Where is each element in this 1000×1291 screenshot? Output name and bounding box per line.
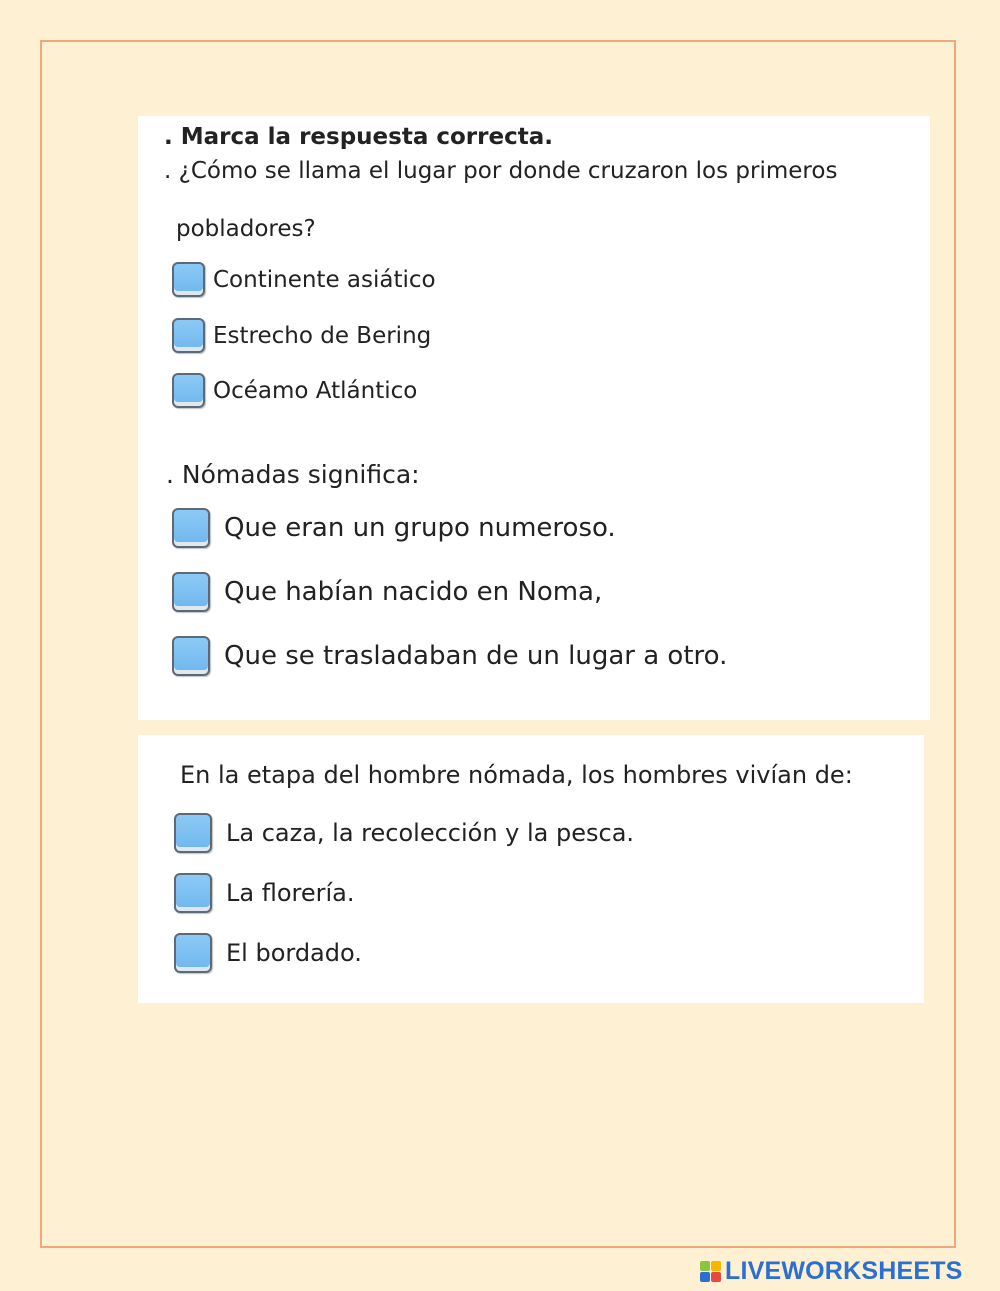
checkbox[interactable]	[174, 813, 212, 853]
question-3: En la etapa del hombre nómada, los hombres vivían de:	[180, 761, 853, 789]
option-1-2[interactable]	[172, 318, 431, 353]
question-panel-1	[138, 116, 930, 720]
option-label: Que eran un grupo numeroso.	[224, 513, 616, 543]
option-label: El bordado.	[226, 939, 362, 967]
checkbox[interactable]	[172, 373, 205, 408]
question-1-line-2: pobladores?	[176, 216, 316, 242]
option-3-2[interactable]	[174, 873, 354, 913]
question-panel-2	[138, 735, 924, 1003]
option-label: Estrecho de Bering	[213, 322, 432, 349]
checkbox[interactable]	[172, 318, 205, 353]
logo-grid-icon	[700, 1261, 721, 1282]
option-label: Continente asiático	[213, 266, 436, 293]
option-1-1[interactable]	[172, 262, 436, 297]
question-1-line-1: . ¿Cómo se llama el lugar por donde cruzaron los primeros	[164, 158, 838, 184]
option-2-3[interactable]	[172, 636, 727, 676]
brand-name: LIVEWORKSHEETS	[725, 1256, 963, 1285]
option-3-1[interactable]	[174, 813, 634, 853]
option-2-1[interactable]	[172, 508, 616, 548]
option-1-3[interactable]	[172, 373, 417, 408]
option-label: Que habían nacido en Noma,	[224, 577, 603, 607]
question-2: . Nómadas significa:	[166, 460, 420, 489]
option-label: La caza, la recolección y la pesca.	[226, 819, 635, 847]
option-label: Que se trasladaban de un lugar a otro.	[224, 641, 728, 671]
checkbox[interactable]	[172, 262, 205, 297]
liveworksheets-logo	[700, 1256, 963, 1286]
option-2-2[interactable]	[172, 572, 602, 612]
option-label: La florería.	[226, 879, 355, 907]
option-3-3[interactable]	[174, 933, 362, 973]
option-label: Océamo Atlántico	[213, 377, 418, 404]
checkbox[interactable]	[172, 572, 210, 612]
checkbox[interactable]	[172, 636, 210, 676]
instruction-heading: . Marca la respuesta correcta.	[164, 124, 553, 150]
checkbox[interactable]	[172, 508, 210, 548]
checkbox[interactable]	[174, 873, 212, 913]
checkbox[interactable]	[174, 933, 212, 973]
